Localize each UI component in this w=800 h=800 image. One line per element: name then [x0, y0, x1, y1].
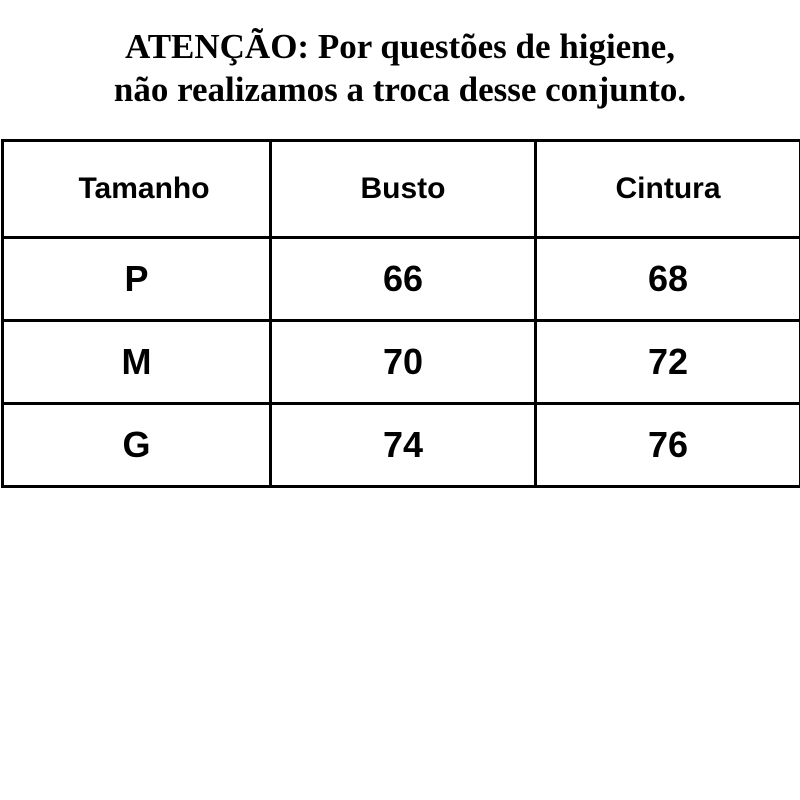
cell-waist: 68	[536, 238, 800, 321]
cell-size: M	[3, 321, 271, 404]
cell-size: P	[3, 238, 271, 321]
cell-size: G	[3, 404, 271, 487]
table-row	[3, 238, 800, 321]
cell-waist: 76	[536, 404, 800, 487]
column-header-size: Tamanho	[3, 141, 271, 238]
cell-waist: 72	[536, 321, 800, 404]
table-row	[3, 321, 800, 404]
cell-bust: 66	[271, 238, 536, 321]
cell-bust: 70	[271, 321, 536, 404]
table-row	[3, 404, 800, 487]
hygiene-notice-line-2: não realizamos a troca desse conjunto.	[113, 69, 687, 109]
hygiene-notice-line-1: ATENÇÃO: Por questões de higiene,	[125, 27, 675, 66]
size-table-wrapper	[0, 139, 800, 488]
cell-bust: 74	[271, 404, 536, 487]
column-header-bust: Busto	[271, 141, 536, 238]
size-table	[1, 139, 800, 488]
column-header-waist: Cintura	[536, 141, 800, 238]
hygiene-notice	[0, 0, 800, 111]
table-header-row	[3, 141, 800, 238]
